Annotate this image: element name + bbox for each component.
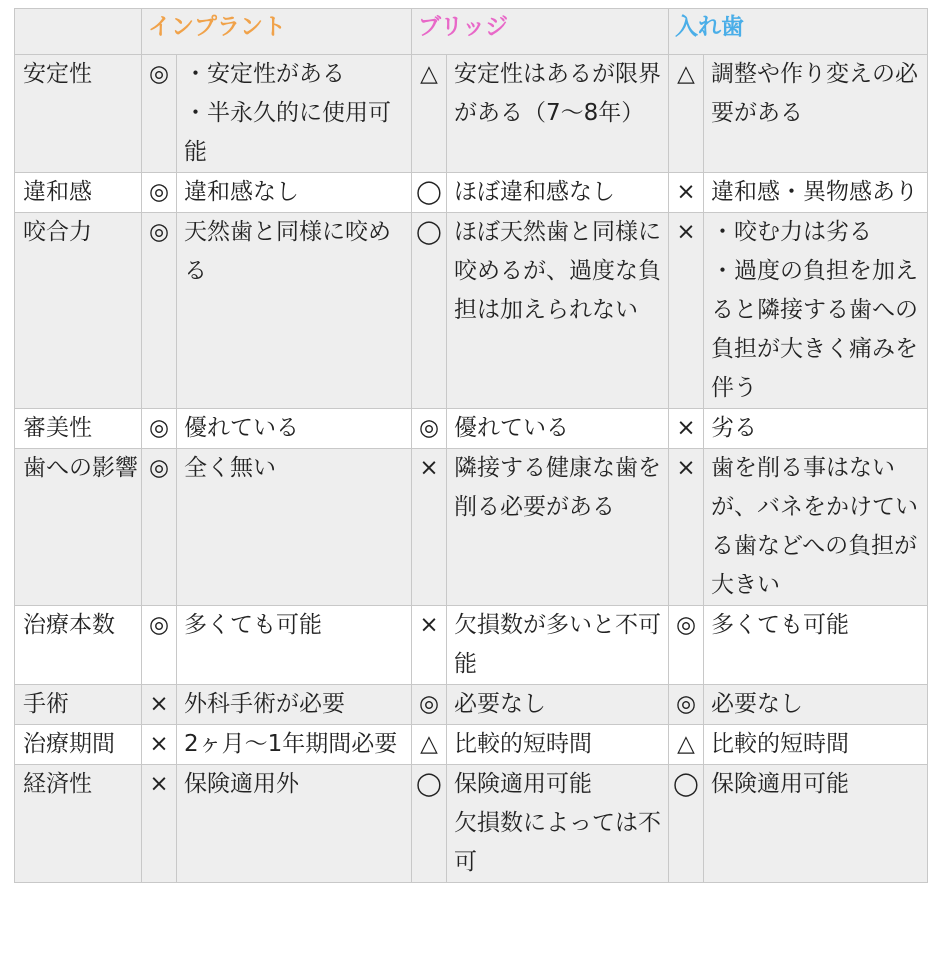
- denture-rating-mark: △: [669, 55, 704, 173]
- bridge-rating-mark: ◯: [412, 173, 447, 213]
- implant-description: ・安定性がある ・半永久的に使用可能: [177, 55, 412, 173]
- bridge-rating-mark: △: [412, 725, 447, 765]
- table-row: [15, 725, 928, 765]
- denture-description: 歯を削る事はないが、バネをかけている歯などへの負担が大きい: [704, 449, 928, 606]
- implant-description: 多くても可能: [177, 606, 412, 685]
- row-label: 経済性: [15, 765, 142, 883]
- denture-description: 必要なし: [704, 685, 928, 725]
- bridge-description: 安定性はあるが限界がある（7〜8年）: [447, 55, 669, 173]
- implant-description: 外科手術が必要: [177, 685, 412, 725]
- denture-description: 調整や作り変えの必要がある: [704, 55, 928, 173]
- implant-description: 違和感なし: [177, 173, 412, 213]
- implant-rating-mark: ◎: [142, 409, 177, 449]
- implant-rating-mark: ◎: [142, 449, 177, 606]
- bridge-description: 比較的短時間: [447, 725, 669, 765]
- table-row: [15, 173, 928, 213]
- denture-description: 保険適用可能: [704, 765, 928, 883]
- bridge-rating-mark: ×: [412, 606, 447, 685]
- table-row: [15, 55, 928, 173]
- denture-rating-mark: ◎: [669, 685, 704, 725]
- row-label: 治療期間: [15, 725, 142, 765]
- bridge-rating-mark: ◎: [412, 409, 447, 449]
- row-label: 審美性: [15, 409, 142, 449]
- comparison-table: [14, 8, 928, 883]
- row-label: 手術: [15, 685, 142, 725]
- bridge-description: 保険適用可能 欠損数によっては不可: [447, 765, 669, 883]
- denture-description: 比較的短時間: [704, 725, 928, 765]
- header-empty: [15, 9, 142, 55]
- implant-rating-mark: ×: [142, 685, 177, 725]
- bridge-description: 必要なし: [447, 685, 669, 725]
- implant-description: 優れている: [177, 409, 412, 449]
- implant-rating-mark: ◎: [142, 55, 177, 173]
- implant-rating-mark: ◎: [142, 173, 177, 213]
- table-row: [15, 685, 928, 725]
- bridge-rating-mark: ×: [412, 449, 447, 606]
- bridge-description: ほぼ違和感なし: [447, 173, 669, 213]
- table-row: [15, 606, 928, 685]
- row-label: 治療本数: [15, 606, 142, 685]
- table-row: [15, 449, 928, 606]
- bridge-description: ほぼ天然歯と同様に咬めるが、過度な負担は加えられない: [447, 213, 669, 409]
- denture-description: 多くても可能: [704, 606, 928, 685]
- header-denture: 入れ歯: [669, 9, 928, 55]
- implant-description: 天然歯と同様に咬める: [177, 213, 412, 409]
- bridge-rating-mark: ◎: [412, 685, 447, 725]
- row-label: 歯への影響: [15, 449, 142, 606]
- implant-rating-mark: ×: [142, 725, 177, 765]
- denture-rating-mark: ×: [669, 449, 704, 606]
- row-label: 安定性: [15, 55, 142, 173]
- denture-rating-mark: ◯: [669, 765, 704, 883]
- bridge-rating-mark: ◯: [412, 765, 447, 883]
- implant-rating-mark: ×: [142, 765, 177, 883]
- implant-rating-mark: ◎: [142, 213, 177, 409]
- denture-rating-mark: ×: [669, 409, 704, 449]
- header-bridge: ブリッジ: [412, 9, 669, 55]
- table-row: [15, 409, 928, 449]
- row-label: 違和感: [15, 173, 142, 213]
- denture-description: 違和感・異物感あり: [704, 173, 928, 213]
- header-row: [15, 9, 928, 55]
- row-label: 咬合力: [15, 213, 142, 409]
- bridge-description: 優れている: [447, 409, 669, 449]
- bridge-description: 欠損数が多いと不可能: [447, 606, 669, 685]
- bridge-rating-mark: ◯: [412, 213, 447, 409]
- implant-description: 全く無い: [177, 449, 412, 606]
- denture-rating-mark: ×: [669, 173, 704, 213]
- denture-rating-mark: ×: [669, 213, 704, 409]
- header-implant: インプラント: [142, 9, 412, 55]
- bridge-description: 隣接する健康な歯を削る必要がある: [447, 449, 669, 606]
- bridge-rating-mark: △: [412, 55, 447, 173]
- implant-rating-mark: ◎: [142, 606, 177, 685]
- denture-rating-mark: △: [669, 725, 704, 765]
- implant-description: 2ヶ月〜1年期間必要: [177, 725, 412, 765]
- denture-description: ・咬む力は劣る ・過度の負担を加えると隣接する歯への負担が大きく痛みを伴う: [704, 213, 928, 409]
- table-row: [15, 765, 928, 883]
- implant-description: 保険適用外: [177, 765, 412, 883]
- table-row: [15, 213, 928, 409]
- denture-description: 劣る: [704, 409, 928, 449]
- denture-rating-mark: ◎: [669, 606, 704, 685]
